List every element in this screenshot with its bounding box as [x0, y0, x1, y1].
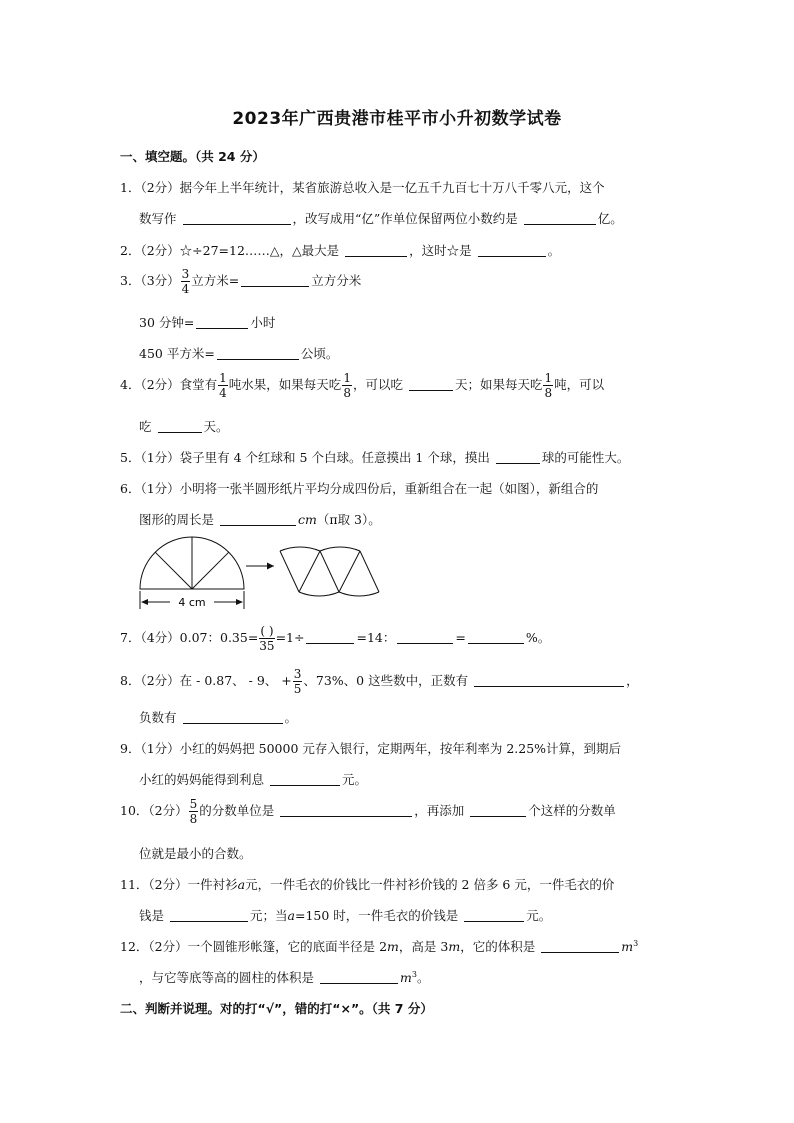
- question-3-line-2: 30 分钟= 小时: [139, 315, 276, 330]
- answer-blank[interactable]: [345, 244, 407, 257]
- answer-blank[interactable]: [220, 513, 296, 526]
- fraction: $\frac{5}{8}$: [189, 797, 198, 826]
- semicircle-figure: [130, 535, 390, 615]
- fraction: $\frac{3}{4}$: [181, 267, 190, 296]
- answer-blank[interactable]: [496, 451, 540, 464]
- answer-blank[interactable]: [306, 631, 354, 644]
- question-10-line-2: 位就是最小的合数。: [139, 846, 252, 861]
- answer-blank[interactable]: [464, 909, 524, 922]
- fraction: $\frac{1}{8}$: [343, 371, 351, 400]
- question-3-line-3: 450 平方米= 公顷。: [139, 346, 339, 361]
- question-5: 5．（1分）袋子里有 4 个红球和 5 个白球。任意摸出 1 个球，摸出 球的可能性大。: [120, 450, 630, 465]
- answer-blank[interactable]: [270, 773, 340, 786]
- question-6-line-1: 6．（1分）小明将一张半圆形纸片平均分成四份后，重新组合在一起（如图），新组合的: [120, 481, 599, 496]
- fraction: $\frac{3}{5}$: [293, 667, 302, 696]
- answer-blank[interactable]: [170, 909, 248, 922]
- question-9-line-2: 小红的妈妈能得到利息 元。: [139, 772, 368, 787]
- question-12-line-2: ，与它等底等高的圆柱的体积是 $m^3$。: [139, 969, 430, 985]
- answer-blank[interactable]: [320, 971, 398, 984]
- answer-blank[interactable]: [478, 244, 546, 257]
- question-12-line-1: 12．（2分）一个圆锥形帐篷，它的底面半径是 2m，高是 3m，它的体积是 $m^3$: [120, 938, 639, 954]
- question-9-line-1: 9．（1分）小红的妈妈把 50000 元存入银行，定期两年，按年利率为 2.25%计算，到期后: [120, 741, 622, 756]
- answer-blank[interactable]: [280, 804, 412, 817]
- question-1-line-2: 数写作 ，改写成用“亿”作单位保留两位小数约是 亿。: [139, 211, 623, 226]
- question-4-line-1: 4．（2分）食堂有 $\frac{1}{4}$ 吨水果，如果每天吃 $\frac{1}{8}$ ，可以吃 天；如果每天吃 $\frac{1}{8}$ 吨，可以: [120, 371, 605, 400]
- question-11-line-1: 11．（2分）一件衬衫a元，一件毛衣的价钱比一件衬衫价钱的 2 倍多 6 元，一件毛衣的价: [120, 877, 615, 892]
- question-8-line-1: 8．（2分）在 - 0.87、 - 9、 + $\frac{3}{5}$ 、73%、0 这些数中，正数有 ，: [120, 667, 639, 696]
- question-10-line-1: 10．（2分） $\frac{5}{8}$ 的分数单位是 ，再添加 个这样的分数单: [120, 797, 616, 826]
- section-true-false-heading: 二、判断并说理。对的打“√”，错的打“×”。（共 7 分）: [120, 1001, 433, 1016]
- answer-blank[interactable]: [541, 940, 619, 953]
- figure-dimension-label: 4 cm: [178, 596, 206, 609]
- answer-blank[interactable]: [241, 274, 309, 287]
- question-4-line-2: 吃 天。: [139, 419, 229, 434]
- fraction: $\frac{1}{4}$: [219, 371, 227, 400]
- page-title: 2023年广西贵港市桂平市小升初数学试卷: [232, 109, 562, 129]
- question-11-line-2: 钱是 元；当a=150 时，一件毛衣的价钱是 元。: [139, 908, 552, 923]
- question-7: 7．（4分）0.07：0.35= $\frac{( )}{35}$ =1÷ =14： = %。: [120, 624, 551, 653]
- question-6-line-2: 图形的周长是 cm（π取 3）。: [139, 512, 381, 527]
- answer-blank[interactable]: [397, 631, 453, 644]
- question-8-line-2: 负数有 。: [139, 710, 298, 725]
- answer-blank[interactable]: [158, 420, 202, 433]
- answer-blank[interactable]: [524, 212, 596, 225]
- fraction: $\frac{( )}{35}$: [259, 624, 275, 653]
- section-fill-in-heading: 一、填空题。（共 24 分）: [120, 149, 265, 164]
- question-3-line-1: 3．（3分） $\frac{3}{4}$ 立方米= 立方分米: [120, 267, 362, 296]
- answer-blank[interactable]: [196, 316, 248, 329]
- question-1-line-1: 1．（2分）据今年上半年统计，某省旅游总收入是一亿五千九百七十万八千零八元，这个: [120, 180, 605, 195]
- answer-blank[interactable]: [470, 804, 526, 817]
- answer-blank[interactable]: [409, 378, 453, 391]
- question-2: 2．（2分）☆÷27=12……△，△最大是 ，这时☆是 。: [120, 243, 561, 258]
- answer-blank[interactable]: [468, 631, 524, 644]
- answer-blank[interactable]: [183, 212, 291, 225]
- fraction: $\frac{1}{8}$: [544, 371, 553, 400]
- answer-blank[interactable]: [217, 347, 299, 360]
- answer-blank[interactable]: [183, 711, 283, 724]
- answer-blank[interactable]: [474, 674, 624, 687]
